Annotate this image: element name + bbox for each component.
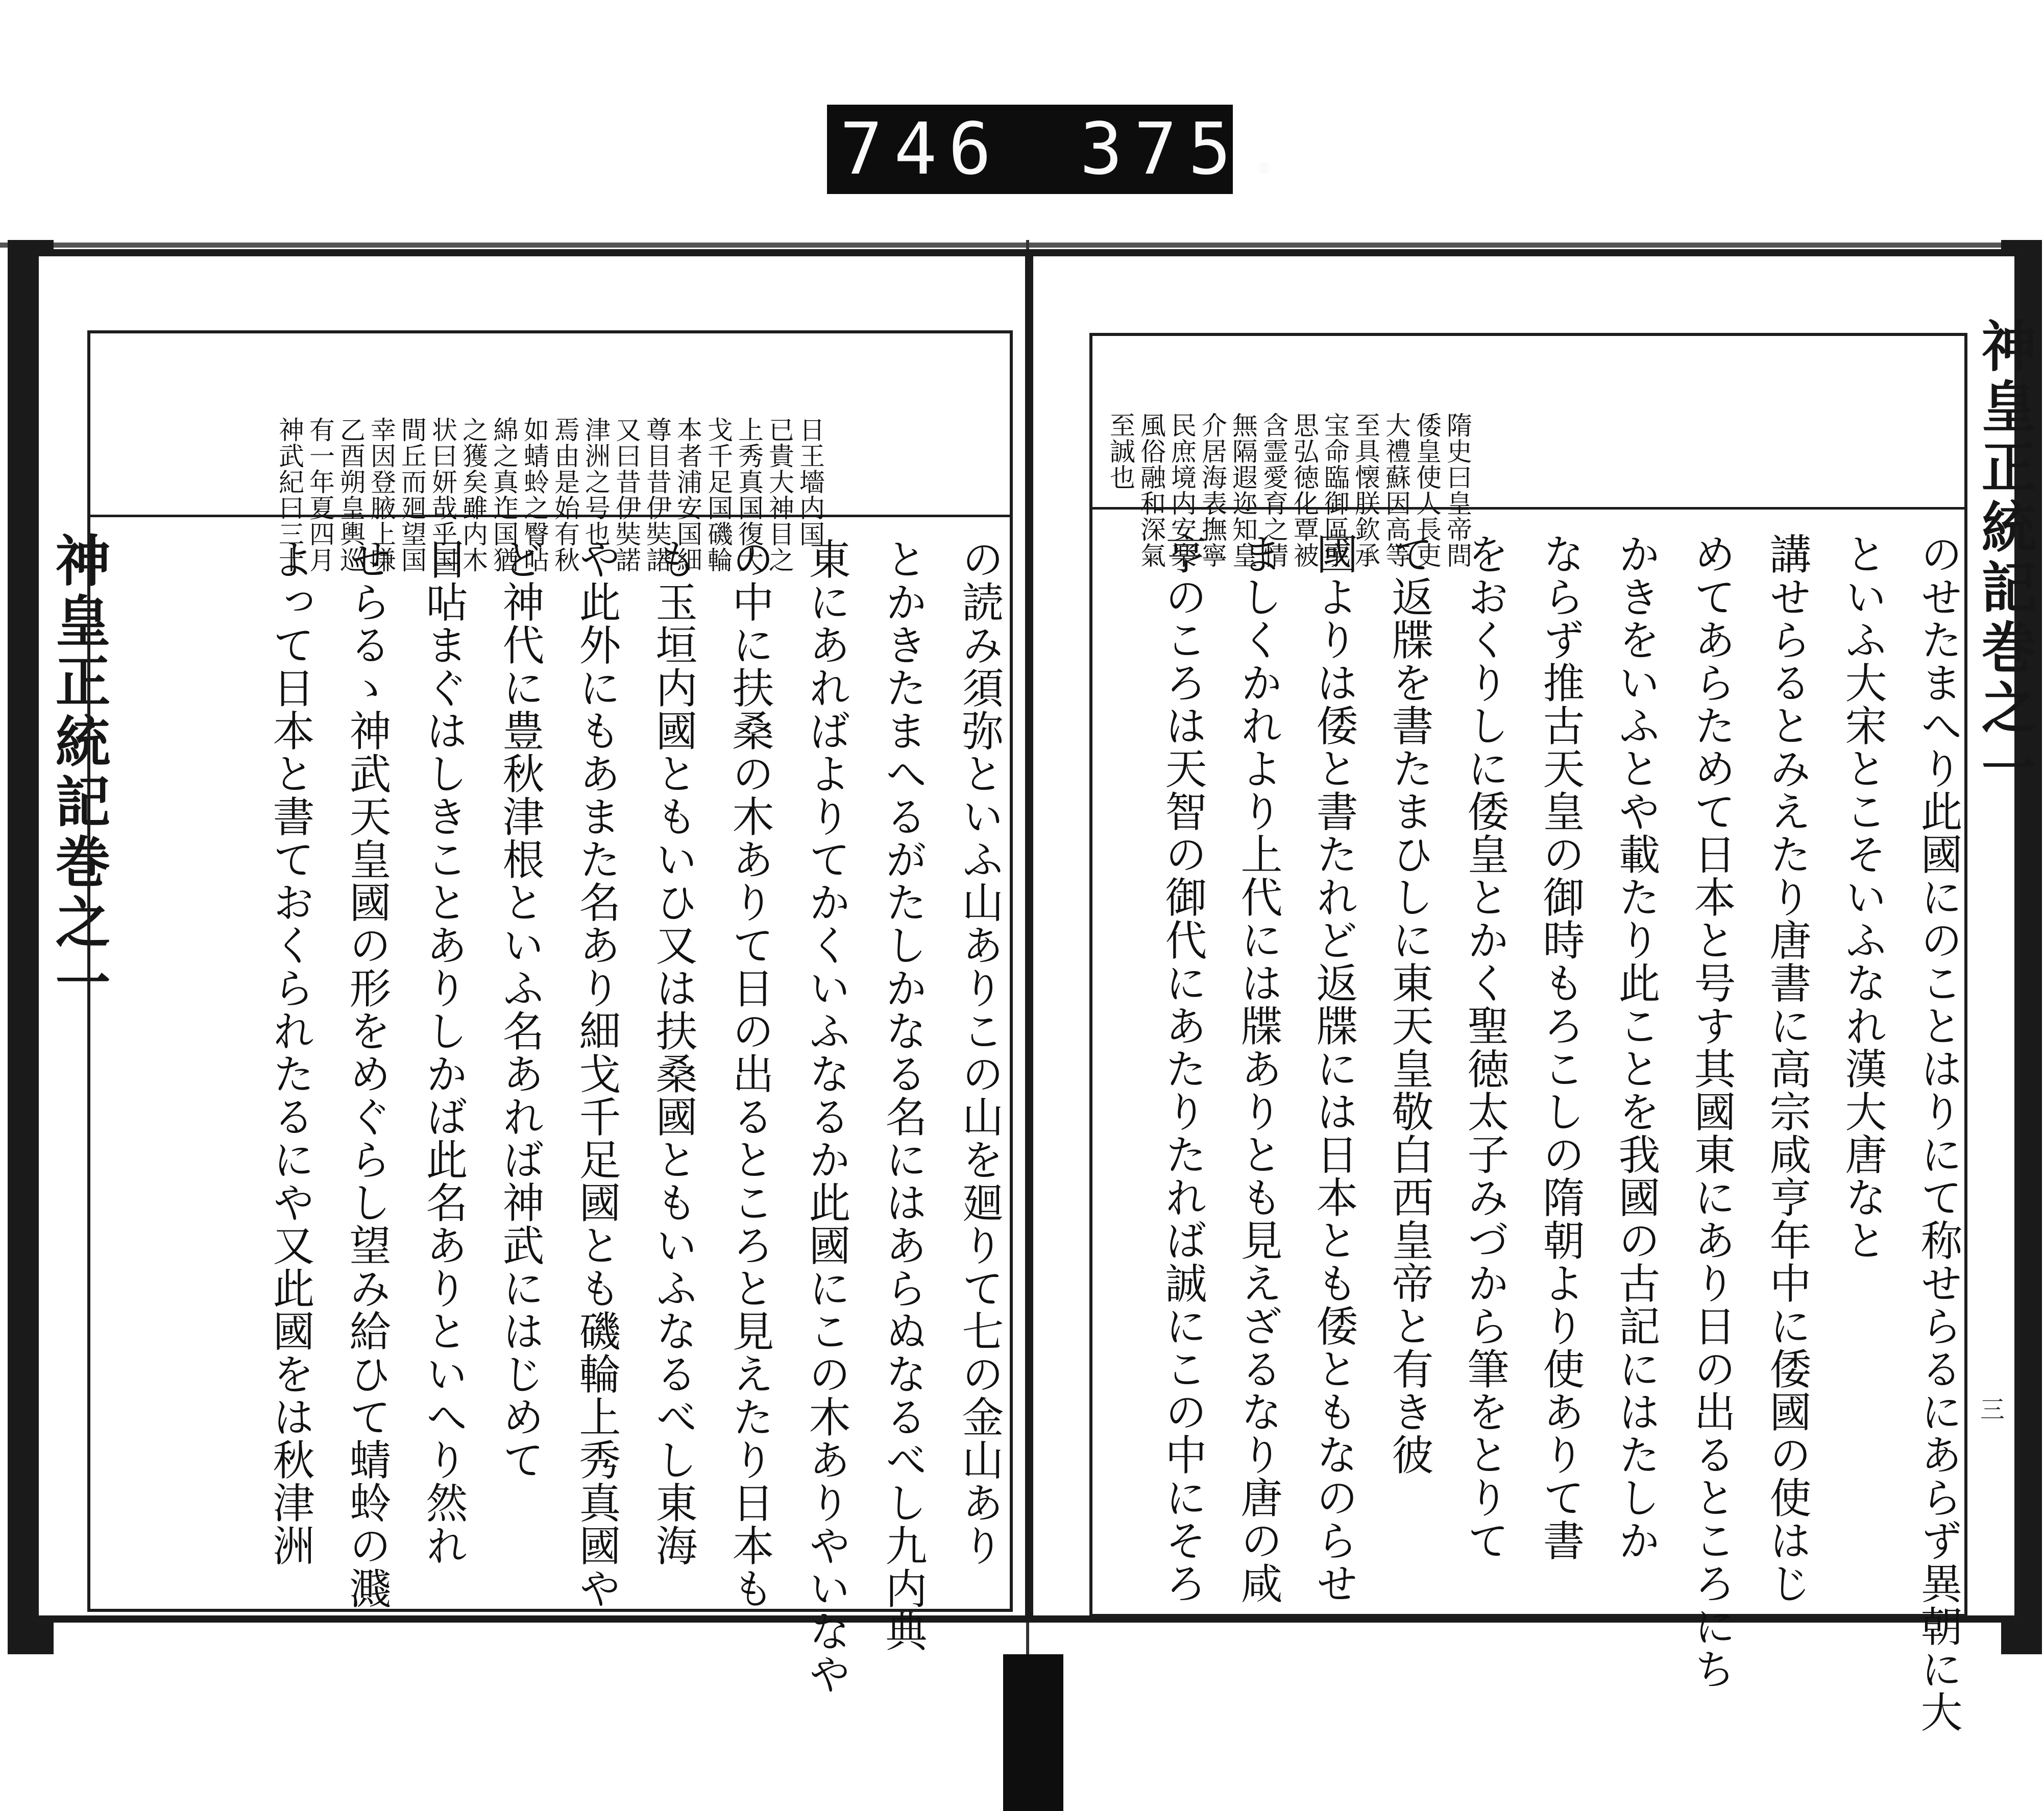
right-main-text	[1113, 533, 1962, 1733]
right-page-side-title: 神皇正統記巻之一	[1972, 318, 2036, 800]
right-page	[1026, 249, 2036, 1733]
text-column: や此外にもあまた名あり細戈千足國とも磯輪上秀真國や	[572, 538, 621, 1610]
text-column: の中に扶桑の木ありて日の出るところと見えたり日本も	[725, 538, 774, 1610]
headnote-column: 至誠也	[1106, 412, 1135, 491]
headnote-column: 焉由是始有秋	[550, 417, 580, 573]
headnote-column: 如蜻蛉之臀呫	[520, 417, 549, 573]
headnote-column: 思弘徳化覃被	[1289, 412, 1319, 569]
book-top-edge	[0, 243, 2042, 248]
text-column: の読み須弥といふ山ありこの山を廻りて七の金山あり	[955, 538, 1004, 1567]
text-column: のせたまへり此國にのことはりにて称せらるにあらず異朝に大	[1914, 533, 1962, 1733]
text-column: も玉垣内國ともいひ又は扶桑國ともいふなるべし東海	[649, 538, 697, 1567]
text-column: よって日本と書ておくられたるにや又此國をは秋津洲	[266, 538, 314, 1567]
headnote-column: 状曰妍哉乎国	[428, 417, 457, 573]
headnote-column: 間丘而廻望国	[397, 417, 427, 573]
headnote-column: 含霊愛育之情	[1259, 412, 1288, 569]
headnote-column: 津洲之号也	[581, 417, 611, 547]
headnote-column: 戈千足国磯輪	[703, 417, 733, 573]
headnote-column: 日王墻内国	[795, 417, 825, 547]
headnote-column: 民庶境内安楽	[1167, 412, 1197, 569]
right-text-frame	[1089, 333, 1967, 1733]
left-page-side-title: 神皇正統記巻之一	[46, 532, 110, 1014]
headnote-column: 至具懐朕欽承	[1351, 412, 1380, 569]
text-column: 目呫まぐはしきことありしかば此名ありといへり然れ	[419, 538, 468, 1567]
left-page	[32, 249, 1032, 1696]
headnote-column: 介居海表撫寧	[1198, 412, 1227, 569]
left-main-text	[215, 538, 1004, 1696]
text-column: 國よりは倭と書たれど返牒には日本とも倭ともなのらせ	[1309, 533, 1358, 1605]
text-column: ど神代に豊秋津根といふ名あれば神武にはじめて	[496, 538, 544, 1481]
headnote-column: 又曰昔伊奘諾	[612, 417, 641, 573]
text-column: をおくりしに倭皇とかく聖徳太子みづから筆をとりて	[1461, 533, 1509, 1562]
headnote-column: 風俗融和深氣	[1136, 412, 1166, 569]
headnote-column: 幸因登腋上嗛	[367, 417, 396, 573]
text-column: かきをいふとや載たり此ことを我國の古記にはたしか	[1612, 533, 1660, 1562]
text-column: 東にあればよりてかくいふなるか此國にこの木ありやいなや	[802, 538, 850, 1696]
catalog-number-right: 375.	[1080, 108, 1297, 191]
headnote-column: 綿之真迮国猶	[489, 417, 519, 573]
text-column: せらるゝ神武天皇國の形をめぐらし望み給ひて蜻蛉の濺	[343, 538, 391, 1610]
headnote-column: 已貴大神目之	[765, 417, 794, 573]
text-column: ならず推古天皇の御時もろこしの隋朝より使ありて書	[1536, 533, 1585, 1562]
headnote-column: 上秀真国復大	[734, 417, 764, 573]
text-column: とかきたまへるがたしかなる名にはあらぬなるべし九内典	[879, 538, 927, 1653]
headnote-column: 本者浦安国細	[673, 417, 702, 573]
left-headnote-box	[90, 333, 1010, 573]
text-column: めてあらためて日本と号す其國東にあり日の出るところにち	[1687, 533, 1736, 1691]
right-headnote	[1106, 343, 1503, 569]
headnote-column: 隋史曰皇帝問	[1443, 412, 1472, 569]
catalog-number-left: 746	[840, 108, 1003, 191]
headnote-column: 大禮蘇因高等	[1381, 412, 1411, 569]
headnote-column: 之獲矣雖内木	[458, 417, 488, 573]
headnote-column: 宝命臨御區宇	[1320, 412, 1350, 569]
text-column: といふ大宋とこそいふなれ漢大唐なと	[1838, 533, 1887, 1262]
headnote-column: 乙酉朔皇輿巡	[336, 417, 366, 573]
catalog-number-label	[827, 105, 1297, 194]
text-column: 亨のころは天智の御代にあたりたれば誠にこの中にそろ	[1158, 533, 1207, 1605]
headnote-column: 神武紀曰三十	[275, 417, 304, 573]
headnote-column: 有一年夏四月	[305, 417, 335, 573]
binding-gutter	[1003, 1654, 1063, 1811]
headnote-column: 無隔遐迩知皇	[1228, 412, 1258, 569]
headnote-column: 尊目昔伊奘諾	[642, 417, 672, 573]
left-headnote	[141, 348, 856, 573]
text-column: 講せらるとみえたり唐書に高宗咸亨年中に倭國の使はじ	[1763, 533, 1811, 1605]
headnote-column: 倭皇使人長吏	[1412, 412, 1442, 569]
right-page-number: 三	[1980, 1395, 2005, 1424]
text-column: ましくかれより上代には牒ありとも見えざるなり唐の咸	[1234, 533, 1282, 1605]
right-headnote-box	[1092, 336, 1964, 569]
text-column: て返牒を書たまひしに東天皇敬白西皇帝と有き彼	[1385, 533, 1433, 1476]
left-text-frame	[87, 330, 1013, 1696]
